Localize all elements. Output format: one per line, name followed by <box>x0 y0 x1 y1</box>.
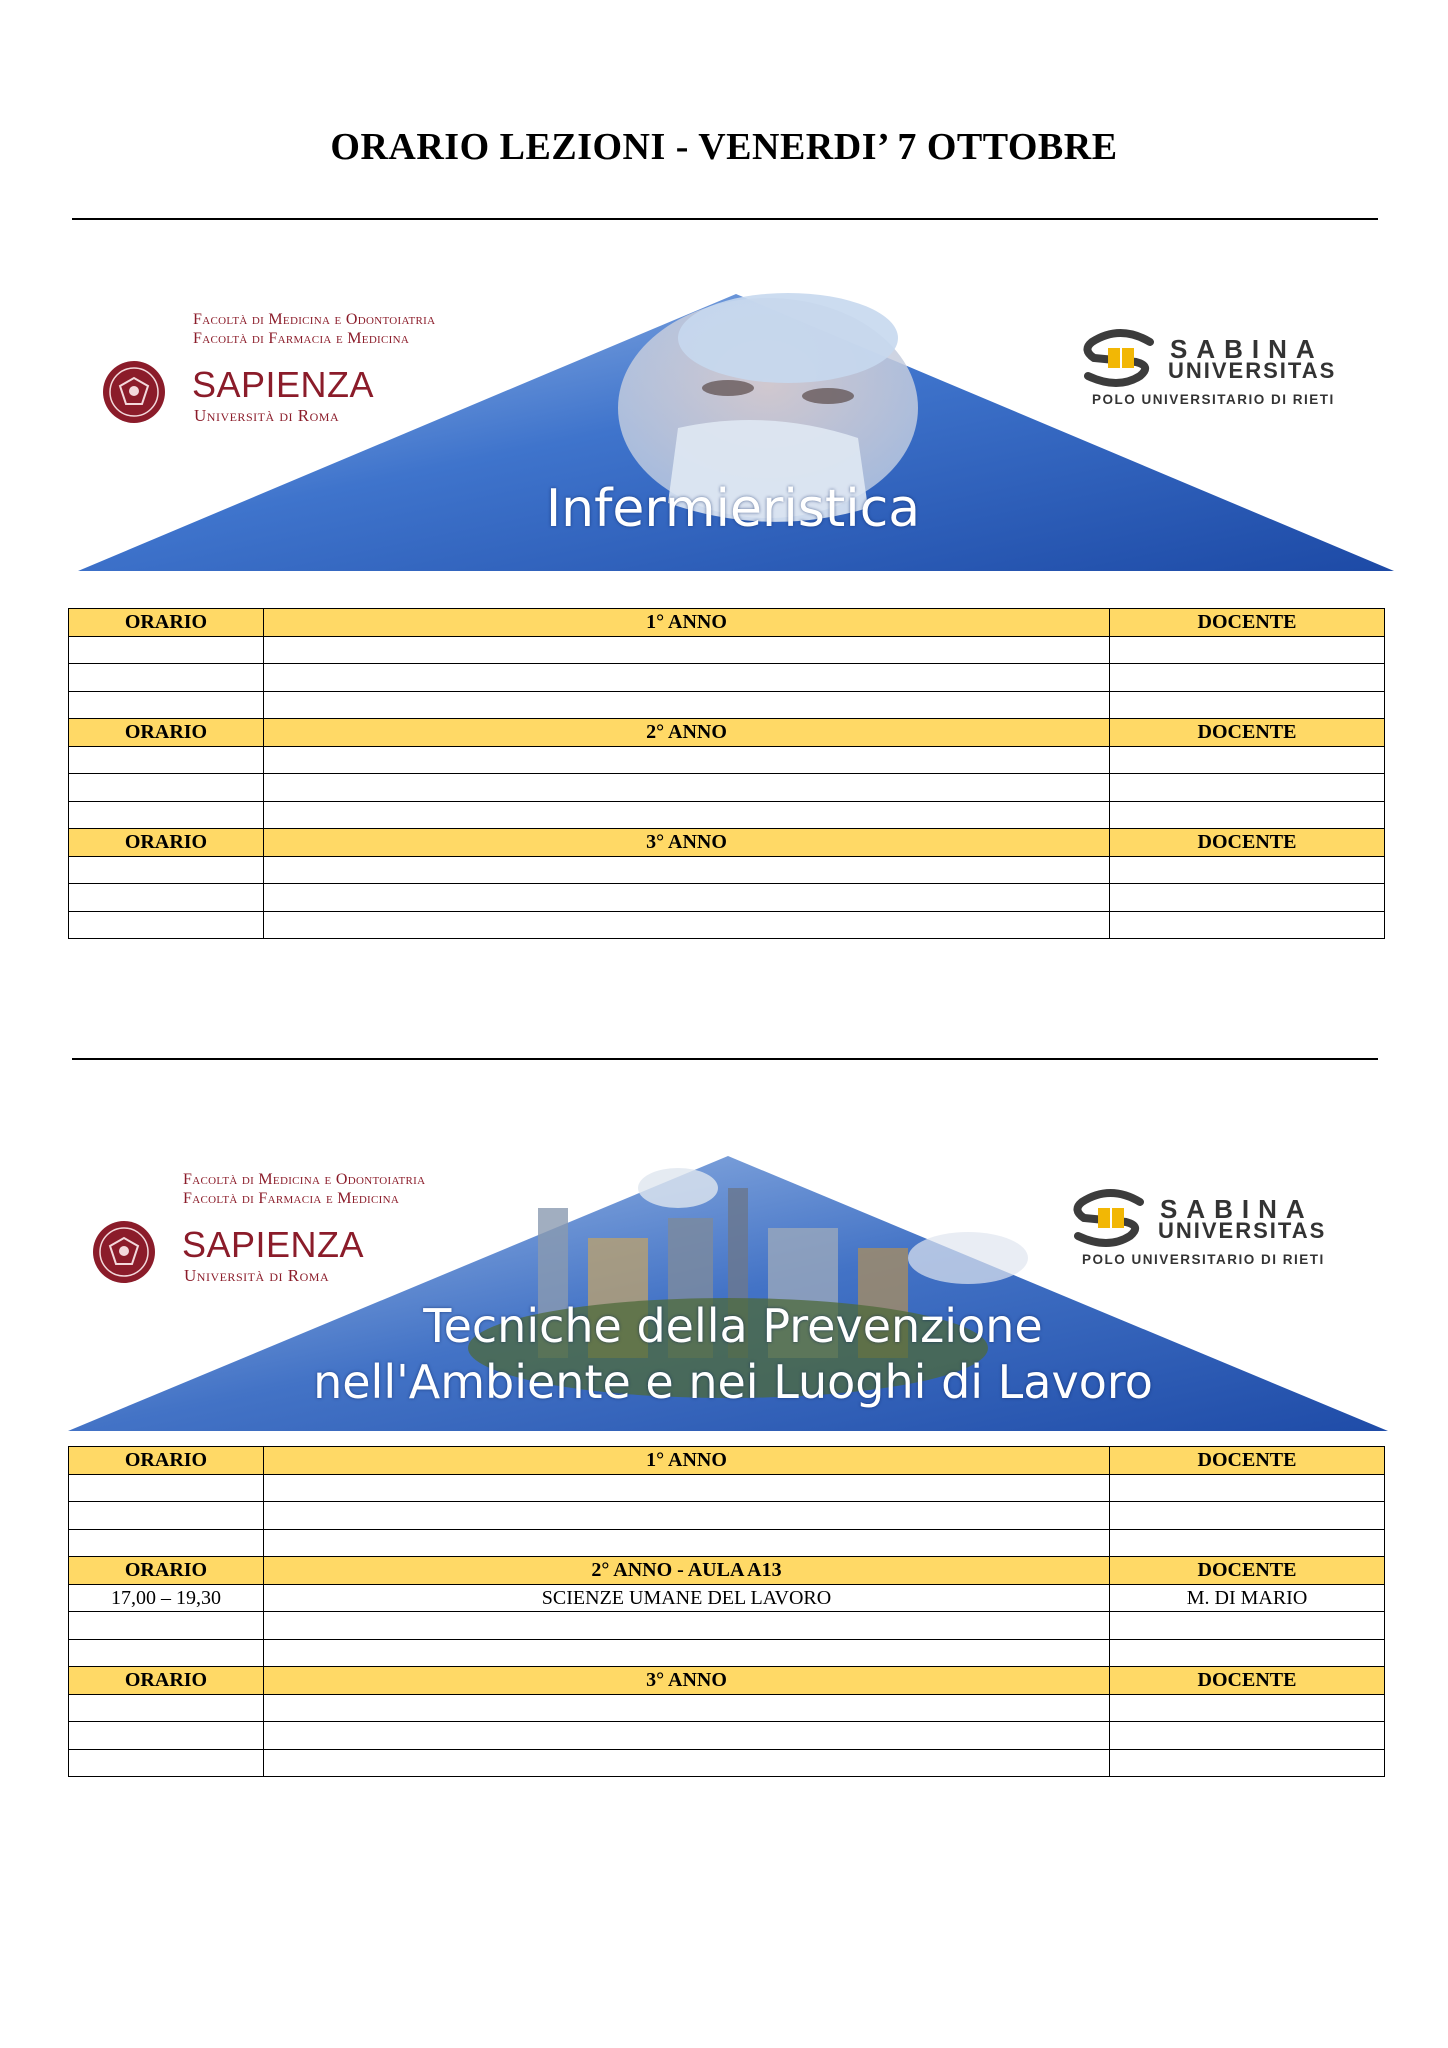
year-label: 1° ANNO <box>264 1447 1110 1475</box>
cell-time <box>69 636 264 664</box>
table-row <box>69 1612 1385 1640</box>
sabina-logo-icon <box>1070 1188 1150 1248</box>
cell-subject <box>264 691 1110 719</box>
faculty-line-2: Facoltà di Farmacia e Medicina <box>193 330 410 347</box>
cell-subject <box>264 1749 1110 1777</box>
faculty-line-1: Facoltà di Medicina e Odontoiatria <box>193 311 436 328</box>
year-header-1 <box>69 1447 1385 1475</box>
sapienza-subtitle: Università di Roma <box>184 1266 330 1285</box>
cell-teacher <box>1110 1749 1385 1777</box>
year-header-3 <box>69 1667 1385 1695</box>
cell-teacher <box>1110 1529 1385 1557</box>
schedule-table-tecniche-prevenzione <box>68 1446 1385 1777</box>
cell-subject <box>264 1474 1110 1502</box>
table-row <box>69 1694 1385 1722</box>
year-label: 3° ANNO <box>264 1667 1110 1695</box>
polo-rieti-label: POLO UNIVERSITARIO DI RIETI <box>1082 1252 1325 1267</box>
table-row <box>69 856 1385 884</box>
cell-time <box>69 856 264 884</box>
course-title-infermieristica: Infermieristica <box>545 479 921 539</box>
divider-line <box>72 218 1378 220</box>
col-docente: DOCENTE <box>1110 719 1385 747</box>
cell-time <box>69 911 264 939</box>
cell-teacher <box>1110 1502 1385 1530</box>
cell-subject <box>264 774 1110 802</box>
table-row <box>69 746 1385 774</box>
col-orario: ORARIO <box>69 609 264 637</box>
cell-time <box>69 664 264 692</box>
universitas-wordmark: UNIVERSITAS <box>1158 1218 1327 1243</box>
cell-teacher <box>1110 801 1385 829</box>
cell-teacher <box>1110 911 1385 939</box>
cell-teacher <box>1110 1722 1385 1750</box>
faculty-line-2: Facoltà di Farmacia e Medicina <box>183 1190 400 1207</box>
cell-time <box>69 1639 264 1667</box>
table-row <box>69 1722 1385 1750</box>
table-row <box>69 1639 1385 1667</box>
cell-time <box>69 1749 264 1777</box>
cell-teacher <box>1110 774 1385 802</box>
year-header-3 <box>69 829 1385 857</box>
table-row <box>69 1502 1385 1530</box>
sabina-logo-icon <box>1080 328 1160 388</box>
cell-time <box>69 884 264 912</box>
cell-teacher <box>1110 1612 1385 1640</box>
cell-teacher <box>1110 1694 1385 1722</box>
col-orario: ORARIO <box>69 719 264 747</box>
sapienza-subtitle: Università di Roma <box>194 406 340 425</box>
schedule-table-infermieristica <box>68 608 1385 939</box>
year-label: 3° ANNO <box>264 829 1110 857</box>
table-row <box>69 664 1385 692</box>
cell-subject <box>264 1722 1110 1750</box>
col-orario: ORARIO <box>69 829 264 857</box>
year-label: 2° ANNO <box>264 719 1110 747</box>
cell-subject <box>264 636 1110 664</box>
sabina-wordmark: SABINA <box>1170 334 1324 364</box>
cell-time <box>69 1474 264 1502</box>
sapienza-seal-icon <box>102 360 166 424</box>
col-docente: DOCENTE <box>1110 609 1385 637</box>
cell-teacher <box>1110 1474 1385 1502</box>
year-header-2 <box>69 1557 1385 1585</box>
cell-subject <box>264 884 1110 912</box>
cell-time <box>69 691 264 719</box>
cell-subject <box>264 664 1110 692</box>
polo-rieti-label: POLO UNIVERSITARIO DI RIETI <box>1092 392 1335 407</box>
table-row <box>69 1749 1385 1777</box>
col-docente: DOCENTE <box>1110 1667 1385 1695</box>
cell-time <box>69 1694 264 1722</box>
cell-teacher <box>1110 884 1385 912</box>
table-row <box>69 691 1385 719</box>
divider-line <box>72 1058 1378 1060</box>
table-row <box>69 884 1385 912</box>
universitas-wordmark: UNIVERSITAS <box>1168 358 1337 383</box>
banner-tecniche-prevenzione <box>68 1148 1398 1433</box>
table-row <box>69 1584 1385 1612</box>
cell-teacher <box>1110 856 1385 884</box>
cell-teacher <box>1110 664 1385 692</box>
cell-teacher: M. DI MARIO <box>1110 1584 1385 1612</box>
year-label: 1° ANNO <box>264 609 1110 637</box>
cell-teacher <box>1110 691 1385 719</box>
cell-time: 17,00 – 19,30 <box>69 1584 264 1612</box>
cell-subject <box>264 746 1110 774</box>
cell-teacher <box>1110 636 1385 664</box>
sapienza-wordmark: SAPIENZA <box>192 364 375 405</box>
sabina-wordmark: SABINA <box>1160 1194 1314 1224</box>
col-orario: ORARIO <box>69 1447 264 1475</box>
table-row <box>69 1474 1385 1502</box>
table-row <box>69 636 1385 664</box>
col-docente: DOCENTE <box>1110 1447 1385 1475</box>
cell-time <box>69 774 264 802</box>
cell-subject <box>264 911 1110 939</box>
col-orario: ORARIO <box>69 1667 264 1695</box>
table-row <box>69 1529 1385 1557</box>
cell-subject <box>264 1639 1110 1667</box>
cell-teacher <box>1110 746 1385 774</box>
year-label: 2° ANNO - AULA A13 <box>264 1557 1110 1585</box>
cell-time <box>69 1722 264 1750</box>
col-orario: ORARIO <box>69 1557 264 1585</box>
col-docente: DOCENTE <box>1110 1557 1385 1585</box>
cell-subject <box>264 1529 1110 1557</box>
year-header-1 <box>69 609 1385 637</box>
cell-subject <box>264 801 1110 829</box>
cell-subject <box>264 1612 1110 1640</box>
cell-subject <box>264 1502 1110 1530</box>
sapienza-wordmark: SAPIENZA <box>182 1224 365 1265</box>
cell-subject: SCIENZE UMANE DEL LAVORO <box>264 1584 1110 1612</box>
table-row <box>69 911 1385 939</box>
cell-subject <box>264 1694 1110 1722</box>
sapienza-seal-icon <box>92 1220 156 1284</box>
faculty-line-1: Facoltà di Medicina e Odontoiatria <box>183 1171 426 1188</box>
cell-subject <box>264 856 1110 884</box>
page-title: ORARIO LEZIONI - VENERDI’ 7 OTTOBRE <box>330 126 1118 168</box>
cell-time <box>69 801 264 829</box>
cell-teacher <box>1110 1639 1385 1667</box>
cell-time <box>69 746 264 774</box>
table-row <box>69 801 1385 829</box>
banner-infermieristica <box>68 288 1398 573</box>
course-title-tecniche-prevenzione: Tecniche della Prevenzione nell'Ambiente e nei Luoghi di Lavoro <box>313 1299 1153 1409</box>
table-row <box>69 774 1385 802</box>
cell-time <box>69 1612 264 1640</box>
cell-time <box>69 1502 264 1530</box>
col-docente: DOCENTE <box>1110 829 1385 857</box>
year-header-2 <box>69 719 1385 747</box>
cell-time <box>69 1529 264 1557</box>
